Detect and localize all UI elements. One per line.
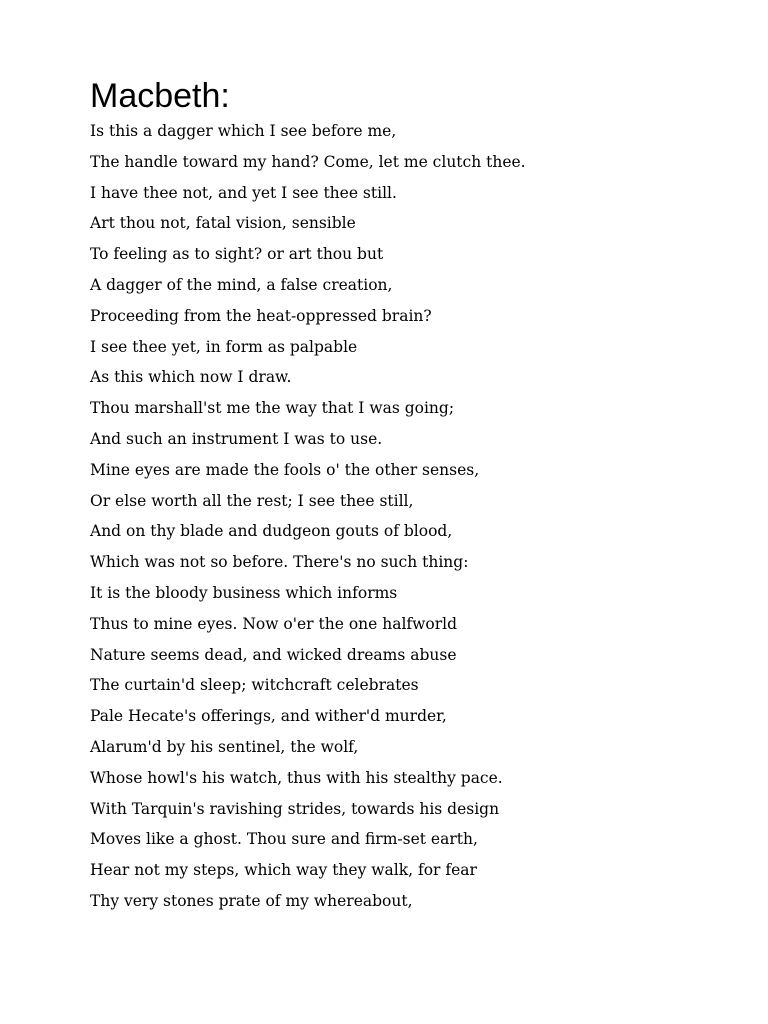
- speaker-heading: Macbeth:: [90, 77, 230, 115]
- verse-line: Nature seems dead, and wicked dreams abuse: [90, 645, 457, 664]
- verse-line: And on thy blade and dudgeon gouts of blood,: [90, 522, 453, 541]
- verse-line: As this which now I draw.: [90, 368, 292, 387]
- verse-line: Hear not my steps, which way they walk, for fear: [90, 861, 477, 880]
- verse-line: With Tarquin's ravishing strides, towards his design: [90, 799, 500, 818]
- verse-line: It is the bloody business which informs: [90, 583, 398, 602]
- verse-line: I see thee yet, in form as palpable: [90, 337, 358, 356]
- verse-line: Mine eyes are made the fools o' the other senses,: [90, 460, 480, 479]
- verse-line: Is this a dagger which I see before me,: [90, 122, 397, 140]
- verse-line: I have thee not, and yet I see thee still.: [90, 183, 397, 202]
- verse-line: And such an instrument I was to use.: [90, 429, 383, 448]
- verse-line: Thus to mine eyes. Now o'er the one halfworld: [90, 614, 458, 633]
- verse-line: A dagger of the mind, a false creation,: [90, 275, 393, 294]
- verse-line: Whose howl's his watch, thus with his stealthy pace.: [90, 768, 503, 787]
- verse-line: Thy very stones prate of my whereabout,: [90, 891, 413, 910]
- verse-line: Alarum'd by his sentinel, the wolf,: [90, 737, 359, 756]
- verse-lines: [90, 116, 750, 917]
- verse-line: To feeling as to sight? or art thou but: [90, 245, 384, 264]
- verse-line: Or else worth all the rest; I see thee still,: [90, 491, 414, 510]
- verse-line: Moves like a ghost. Thou sure and firm-set earth,: [90, 830, 478, 849]
- verse-line: Proceeding from the heat-oppressed brain?: [90, 306, 432, 325]
- verse-line: Thou marshall'st me the way that I was going;: [90, 399, 455, 418]
- verse-line: The handle toward my hand? Come, let me clutch thee.: [90, 152, 526, 171]
- verse-line: Pale Hecate's offerings, and wither'd murder,: [90, 707, 447, 726]
- verse-line: The curtain'd sleep; witchcraft celebrates: [90, 676, 419, 695]
- verse-line: Art thou not, fatal vision, sensible: [90, 214, 356, 233]
- verse-line: Which was not so before. There's no such thing:: [90, 553, 469, 572]
